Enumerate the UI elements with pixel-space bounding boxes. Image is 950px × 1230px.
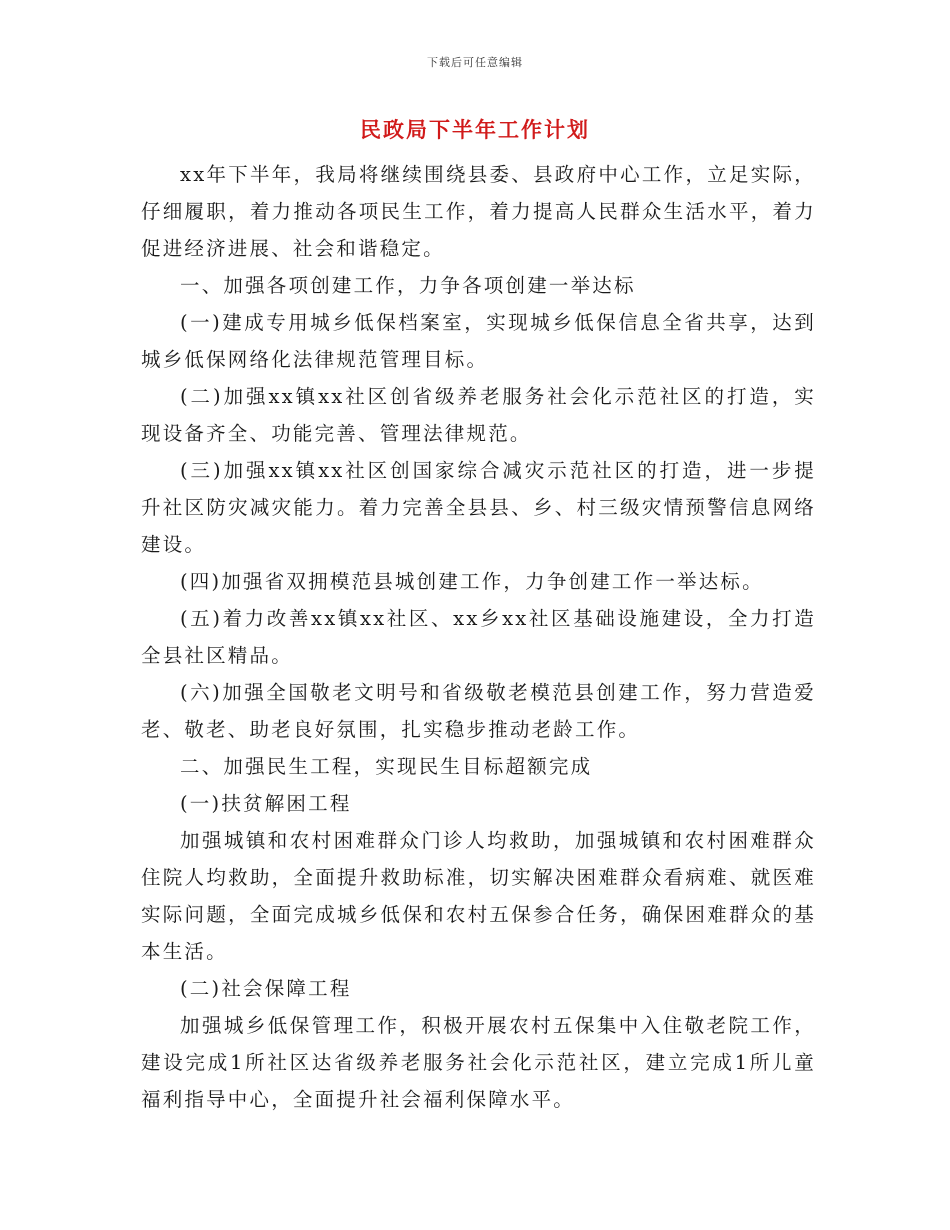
paragraph-item-1-1: (一)建成专用城乡低保档案室，实现城乡低保信息全省共享，达到城乡低保网络化法律规范管理目标。	[141, 311, 816, 371]
paragraph-item-1-4: (四)加强省双拥模范县城创建工作，力争创建工作一举达标。	[180, 570, 764, 593]
section-heading-2: 二、加强民生工程，实现民生目标超额完成	[180, 755, 593, 778]
paragraph-item-1-2: (二)加强xx镇xx社区创省级养老服务社会化示范社区的打造，实现设备齐全、功能完善、管理法律规范。	[141, 385, 816, 445]
section-heading-1: 一、加强各项创建工作，力争各项创建一举达标	[180, 274, 636, 297]
paragraph-item-1-3: (三)加强xx镇xx社区创国家综合减灾示范社区的打造，进一步提升社区防灾减灾能力。着力完善全县县、乡、村三级灾情预警信息网络建设。	[141, 459, 816, 556]
subsection-heading-2-2: (二)社会保障工程	[180, 977, 352, 1000]
paragraph-2-1: 加强城镇和农村困难群众门诊人均救助，加强城镇和农村困难群众住院人均救助，全面提升救助标准，切实解决困难群众看病难、就医难实际问题，全面完成城乡低保和农村五保参合任务，确保困难群众的基本生活。	[141, 829, 816, 963]
subsection-heading-2-1: (一)扶贫解困工程	[180, 792, 352, 815]
paragraph-item-1-5: (五)着力改善xx镇xx社区、xx乡xx社区基础设施建设，全力打造全县社区精品。	[141, 607, 816, 667]
document-title: 民政局下半年工作计划	[360, 117, 590, 142]
paragraph-item-1-6: (六)加强全国敬老文明号和省级敬老模范县创建工作，努力营造爱老、敬老、助老良好氛围，扎实稳步推动老龄工作。	[141, 681, 816, 741]
document-body	[141, 156, 816, 1118]
paragraph-2-2: 加强城乡低保管理工作，积极开展农村五保集中入住敬老院工作，建设完成1所社区达省级养老服务社会化示范社区，建立完成1所儿童福利指导中心，全面提升社会福利保障水平。	[141, 1014, 816, 1111]
paragraph-intro: xx年下半年，我局将继续围绕县委、县政府中心工作，立足实际，仔细履职，着力推动各项民生工作，着力提高人民群众生活水平，着力促进经济进展、社会和谐稳定。	[141, 163, 816, 260]
header-note: 下载后可任意编辑	[427, 56, 523, 69]
